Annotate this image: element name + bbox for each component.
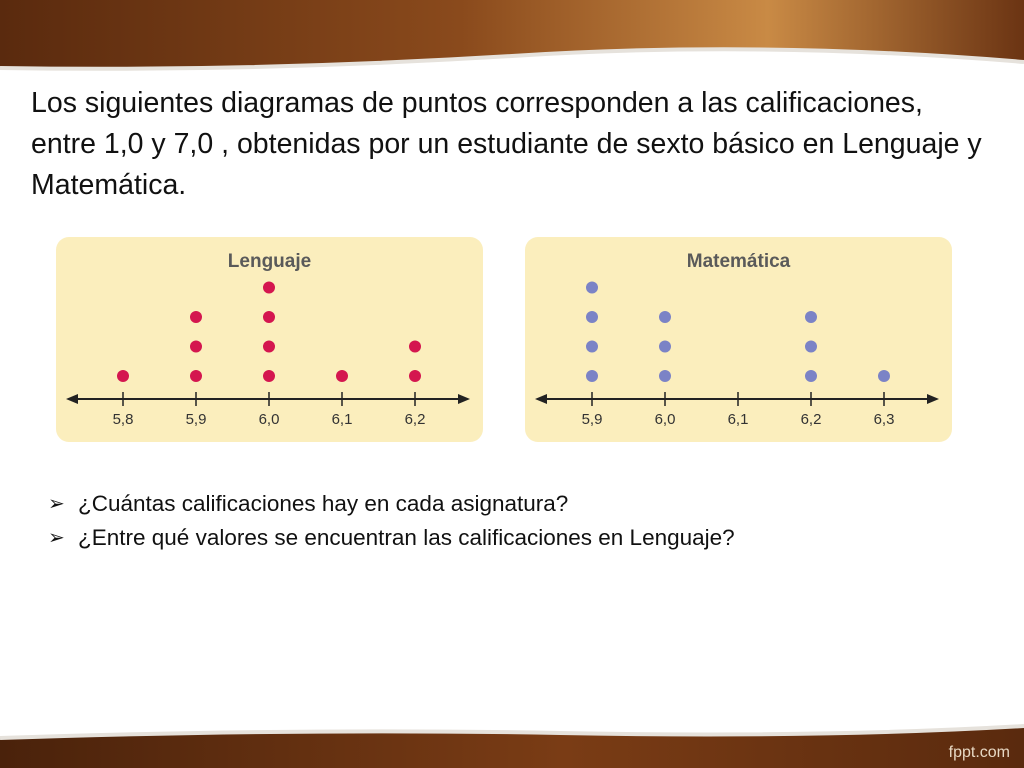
- arrow-bullet-icon: ➢: [48, 493, 65, 515]
- x-tick-label: 6,1: [727, 411, 749, 428]
- data-dot-matematica: [586, 282, 598, 294]
- x-tick-label: 5,9: [581, 411, 603, 428]
- x-tick-label: 6,0: [258, 411, 280, 428]
- question-list: [48, 487, 735, 555]
- question-item: [48, 521, 735, 555]
- data-dot-matematica: [586, 311, 598, 323]
- question-text: ¿Cuántas calificaciones hay en cada asignatura?: [78, 491, 569, 516]
- data-dot-lenguaje: [190, 311, 202, 323]
- data-dot-matematica: [586, 370, 598, 382]
- data-dot-matematica: [659, 370, 671, 382]
- data-dot-lenguaje: [263, 311, 275, 323]
- data-dot-lenguaje: [190, 370, 202, 382]
- data-dot-lenguaje: [336, 370, 348, 382]
- data-dot-matematica: [805, 311, 817, 323]
- x-tick-label: 5,8: [112, 411, 134, 428]
- data-dot-matematica: [878, 370, 890, 382]
- dot-plot-lenguaje-svg: [56, 237, 483, 442]
- axis-arrow-right-icon: [927, 394, 939, 404]
- axis-arrow-left-icon: [535, 394, 547, 404]
- data-dot-matematica: [659, 341, 671, 353]
- dot-plot-matematica-svg: [525, 237, 952, 442]
- data-dot-lenguaje: [117, 370, 129, 382]
- question-item: [48, 487, 735, 521]
- arrow-bullet-icon: ➢: [48, 527, 65, 549]
- dot-plot-matematica: [525, 237, 952, 442]
- data-dot-lenguaje: [263, 370, 275, 382]
- dot-plot-lenguaje: [56, 237, 483, 442]
- data-dot-matematica: [805, 370, 817, 382]
- data-dot-lenguaje: [409, 341, 421, 353]
- data-dot-matematica: [805, 341, 817, 353]
- data-dot-lenguaje: [190, 341, 202, 353]
- top-wood-band: [0, 0, 1024, 69]
- x-tick-label: 6,3: [873, 411, 895, 428]
- data-dot-matematica: [586, 341, 598, 353]
- axis-arrow-right-icon: [458, 394, 470, 404]
- x-tick-label: 6,0: [654, 411, 676, 428]
- x-tick-label: 6,2: [404, 411, 426, 428]
- data-dot-lenguaje: [263, 282, 275, 294]
- question-text: ¿Entre qué valores se encuentran las calificaciones en Lenguaje?: [78, 525, 735, 550]
- intro-text: Los siguientes diagramas de puntos corresponden a las calificaciones, entre 1,0 y 7,0 , obtenidas por un estudiante de sexto básico en Lenguaje y Matemática.: [31, 87, 982, 201]
- footer-brand: fppt.com: [948, 744, 1010, 761]
- data-dot-lenguaje: [263, 341, 275, 353]
- x-tick-label: 5,9: [185, 411, 207, 428]
- data-dot-matematica: [659, 311, 671, 323]
- x-tick-label: 6,2: [800, 411, 822, 428]
- chart-title: Lenguaje: [227, 251, 312, 272]
- data-dot-lenguaje: [409, 370, 421, 382]
- x-tick-label: 6,1: [331, 411, 353, 428]
- axis-arrow-left-icon: [66, 394, 78, 404]
- chart-title: Matemática: [686, 251, 791, 272]
